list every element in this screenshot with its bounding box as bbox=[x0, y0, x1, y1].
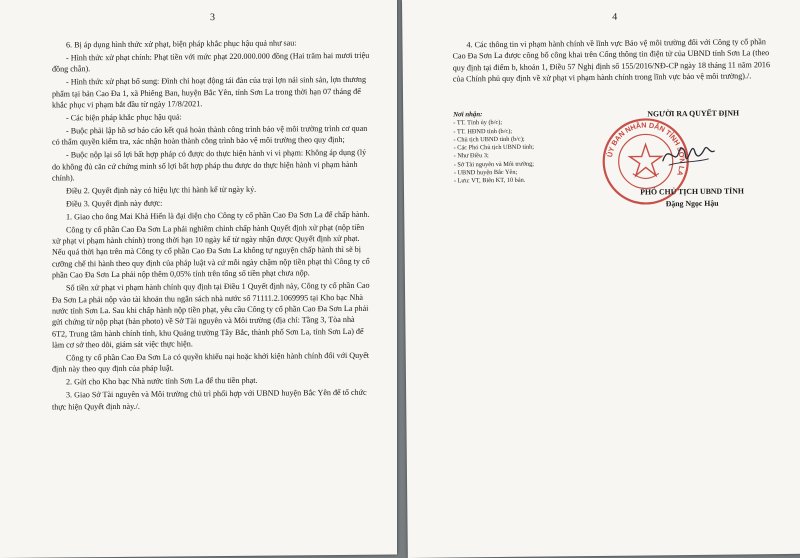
page-number-4: 4 bbox=[612, 11, 618, 23]
article-3-item-3: 3. Giao Sở Tài nguyên và Môi trường chủ trì phối hợp với UBND huyện Bắc Yên để tổ chức thực hiện Quyết định này./. bbox=[52, 388, 367, 412]
left-page-body bbox=[52, 37, 370, 413]
article-2: Điều 2. Quyết định này có hiệu lực thi hành kể từ ngày ký. bbox=[66, 184, 257, 196]
recipients-title: Nơi nhận: bbox=[453, 111, 483, 119]
recipients-block bbox=[453, 110, 619, 186]
signer-position: PHÓ CHỦ TỊCH UBND TỈNH bbox=[640, 186, 744, 197]
seal-star bbox=[630, 144, 662, 175]
seal-text: ỦY BAN NHÂN DÂN TỈNH SƠN LA bbox=[604, 120, 687, 178]
section-6-heading: 6. Bị áp dụng hình thức xử phạt, biện pháp khắc phục hậu quả như sau: bbox=[66, 38, 297, 50]
article-3-item-2: 2. Gửi cho Kho bạc Nhà nước tỉnh Sơn La để thu tiền phạt. bbox=[66, 376, 258, 387]
article-3-item-4: 4. Các thông tin vi phạm hành chính về lĩnh vực Bảo vệ môi trường đối với Công ty cổ phần Cao Đa Sơn La được công bố công khai trên Cổng thông tin điện tử của UBND tỉnh Sơn La (theo quy định tại điểm b, khoản 1, Điều 57 Nghị định số 155/2016/NĐ-CP ngày 18 tháng 11 năm 2016 của Chính phủ quy định về xử phạt vi phạm hành chính trong lĩnh vực bảo vệ môi trường)./. bbox=[452, 37, 771, 84]
remedial-measure-2: - Buộc nộp lại số lợi bất hợp pháp có được do thực hiện hành vi vi phạm: Không áp dụng (lý do không đủ căn cứ chứng minh số lợi bất hợp pháp thu được do thực hiện hành vi phạm hành chính). bbox=[52, 147, 367, 183]
recipient-item: - TT. Tỉnh ủy (b/c); bbox=[453, 119, 503, 127]
signer-header: NGƯỜI RA QUYẾT ĐỊNH bbox=[647, 108, 740, 119]
right-page bbox=[402, 0, 800, 558]
recipient-item: - Chủ tịch UBND tỉnh (b/c); bbox=[453, 135, 525, 144]
article-3-item-1: 1. Giao cho ông Mai Khả Hiển là đại diện cho Công ty cổ phần Cao Đa Sơn La để chấp hành. bbox=[66, 209, 370, 222]
additional-penalty: - Hình thức xử phạt bổ sung: Đình chỉ hoạt động tái đàn của trại lợn nái sinh sản, lợn thương phẩm tại bản Cao Đa 1, xã Phiêng Ban, huyện Bắc Yên, tỉnh Sơn La trong thời hạn 07 tháng để khắc phục vi phạm bắt đầu từ ngày 17/8/2021. bbox=[52, 75, 367, 110]
left-page bbox=[0, 0, 397, 558]
payment-account-paragraph: Số tiền xử phạt vi phạm hành chính quy định tại Điều 1 Quyết định này, Công ty cổ phần Cao Đa Sơn La phải nộp vào tài khoản thu ngân sách nhà nước số 71111.2.1069995 tại Kho bạc Nhà nước tỉnh Sơn La. Sau khi chấp hành nộp tiền phạt, yêu cầu Công ty cổ phần Cao Đa Sơn La phải gửi chứng từ nộp phạt (bản photo) về Sở Tài nguyên và Môi trường (địa chỉ: Tầng 3, Tòa nhà 6T2, Trung tâm hành chính tỉnh, khu Quảng trường Tây Bắc, thành phố Sơn La, tỉnh Sơn La) để làm cơ sở theo dõi, giám sát việc thực hiện. bbox=[52, 280, 370, 350]
recipient-item: - Sở Tài nguyên và Môi trường; bbox=[453, 160, 535, 169]
remedial-measures-heading: - Các biện pháp khắc phục hậu quả: bbox=[66, 112, 182, 123]
main-penalty: - Hình thức xử phạt chính: Phạt tiền với mức phạt 220.000.000 đồng (Hai trăm hai mươi triệu đồng chẵn). bbox=[52, 50, 370, 74]
right-page-body bbox=[452, 36, 770, 85]
payment-deadline-paragraph: Công ty cổ phần Cao Đa Sơn La phải nghiêm chỉnh chấp hành Quyết định xử phạt (nộp tiền xử phạt vi phạm hành chính) trong thời hạn 10 ngày kể từ ngày nhận được Quyết định xử phạt. Nếu quá thời hạn trên mà Công ty cổ phần Cao Đa Sơn La không tự nguyện chấp hành thì sẽ bị cưỡng chế thi hành theo quy định của pháp luật và cứ mỗi ngày chậm nộp tiền phạt thì Công ty cổ phần Cao Đa Sơn La phải nộp thêm 0,05% tính trên tổng số tiền phạt chưa nộp. bbox=[52, 222, 370, 280]
recipient-item: - TT. HĐND tỉnh (b/c); bbox=[453, 127, 513, 136]
page-number-3: 3 bbox=[210, 12, 215, 24]
signer-name: Đặng Ngọc Hậu bbox=[665, 198, 719, 209]
article-3: Điều 3. Quyết định này được: bbox=[66, 198, 163, 209]
recipient-item: - Như Điều 3; bbox=[453, 152, 489, 160]
recipient-item: - Lưu: VT, Biên KT, 10 bản. bbox=[453, 177, 526, 185]
complaint-right-paragraph: Công ty cổ phần Cao Đa Sơn La có quyền khiếu nại hoặc khởi kiện hành chính đối với Quyết định này theo quy định của pháp luật. bbox=[52, 350, 370, 375]
recipient-item: - Các Phó Chủ tịch UBND tỉnh; bbox=[453, 143, 535, 152]
recipient-item: - UBND huyện Bắc Yên; bbox=[453, 168, 518, 177]
handwritten-signature-icon bbox=[658, 135, 718, 176]
remedial-measure-1: - Buộc phải lập hồ sơ báo cáo kết quả hoàn thành công trình bảo vệ môi trường trình cơ quan có thẩm quyền kiểm tra, xác nhận hoàn thành công trình bảo vệ môi trường theo quy định; bbox=[52, 123, 368, 147]
